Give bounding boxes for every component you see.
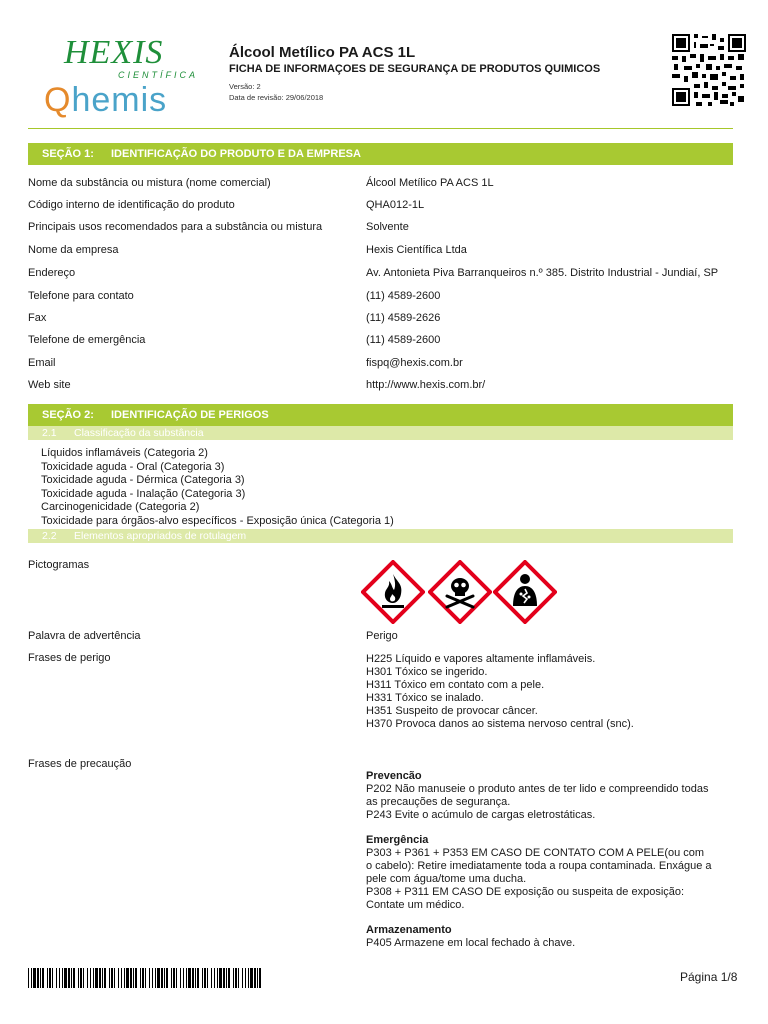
row-label-phone: Telefone para contato <box>28 290 134 302</box>
qr-code-icon <box>672 34 746 106</box>
list-item: Toxicidade aguda - Oral (Categoria 3) <box>41 460 225 473</box>
list-item: H225 Líquido e vapores altamente inflamáveis. <box>366 653 596 665</box>
subsection-2-2-number: 2.2 <box>42 530 57 542</box>
section2-header <box>28 404 733 426</box>
row-value-address: Av. Antonieta Piva Barranqueiros n.º 385. Distrito Industrial - Jundiaí, SP <box>366 267 719 279</box>
row-label-uses: Principais usos recomendados para a substância ou mistura <box>28 221 323 233</box>
list-item: o cabelo): Retire imediatamente toda a roupa contaminada. Enxágue a <box>366 860 712 872</box>
list-item: P308 + P311 EM CASO DE exposição ou suspeita de exposição: <box>366 886 685 898</box>
row-value-fax: (11) 4589-2626 <box>366 312 441 324</box>
subsection-2-1-number: 2.1 <box>42 427 57 439</box>
document-revision-date: Data de revisão: 29/06/2018 <box>229 93 324 102</box>
list-item: P202 Não manuseie o produto antes de ter lido e compreendido todas <box>366 783 709 795</box>
hexis-logo-subtitle: CIENTÍFICA <box>118 70 199 80</box>
flame-icon <box>361 560 425 624</box>
row-value-website[interactable]: http://www.hexis.com.br/ <box>366 379 486 391</box>
qhemis-logo-rest: hemis <box>71 81 168 119</box>
section2-number: SEÇÃO 2: <box>42 409 94 421</box>
row-label-website: Web site <box>28 379 71 391</box>
list-item: Líquidos inflamáveis (Categoria 2) <box>41 447 208 459</box>
signal-word-label: Palavra de advertência <box>28 630 141 642</box>
subsection-2-1-title: Classificação da substância <box>74 427 204 439</box>
pictograms-label: Pictogramas <box>28 559 90 571</box>
header-divider <box>28 128 733 129</box>
list-item: Toxicidade aguda - Dérmica (Categoria 3) <box>41 474 245 486</box>
storage-title: Armazenamento <box>366 924 452 936</box>
emergency-title: Emergência <box>366 834 429 846</box>
list-item: H370 Provoca danos ao sistema nervoso central (snc). <box>366 718 634 730</box>
section1-title: IDENTIFICAÇÃO DO PRODUTO E DA EMPRESA <box>111 148 361 160</box>
precaution-phrases-label: Frases de precaução <box>28 758 132 770</box>
list-item: H301 Tóxico se ingerido. <box>366 666 488 678</box>
row-label-address: Endereço <box>28 267 76 279</box>
row-label-fax: Fax <box>28 312 47 324</box>
hazard-phrases-label: Frases de perigo <box>28 652 111 664</box>
row-value-email[interactable]: fispq@hexis.com.br <box>366 357 463 369</box>
row-label-product-name: Nome da substância ou mistura (nome comercial) <box>28 177 271 189</box>
list-item: P405 Armazene em local fechado à chave. <box>366 937 576 949</box>
row-value-product-name: Álcool Metílico PA ACS 1L <box>366 177 494 189</box>
qhemis-logo <box>44 80 167 120</box>
row-label-emergency-phone: Telefone de emergência <box>28 334 146 346</box>
list-item: as precauções de segurança. <box>366 796 511 808</box>
list-item: H351 Suspeito de provocar câncer. <box>366 705 538 717</box>
section2-title: IDENTIFICAÇÃO DE PERIGOS <box>111 409 269 421</box>
subsection-2-2-title: Elementos apropriados de rotulagem <box>74 530 247 542</box>
section1-header <box>28 143 733 165</box>
list-item: P243 Evite o acúmulo de cargas eletrostáticas. <box>366 809 596 821</box>
precaution-phrases <box>366 770 726 950</box>
list-item: Toxicidade para órgãos-alvo específicos - Exposição única (Categoria 1) <box>41 514 394 527</box>
health-hazard-icon <box>493 560 557 624</box>
page-number: Página 1/8 <box>680 970 738 984</box>
barcode-icon <box>28 968 265 988</box>
list-item: pele com água/tome uma ducha. <box>366 873 527 885</box>
document-version: Versão: 2 <box>229 82 261 91</box>
signal-word-value: Perigo <box>366 630 398 642</box>
list-item: Toxicidade aguda - Inalação (Categoria 3) <box>41 487 246 500</box>
row-label-email: Email <box>28 357 56 369</box>
list-item: P303 + P361 + P353 EM CASO DE CONTATO COM A PELE(ou com <box>366 847 705 859</box>
section1-number-label: SEÇÃO 1: <box>42 148 94 160</box>
classification-list <box>41 447 394 528</box>
list-item: Contate um médico. <box>366 899 465 911</box>
row-value-emergency-phone: (11) 4589-2600 <box>366 334 441 346</box>
row-value-uses: Solvente <box>366 221 409 233</box>
document-title: Álcool Metílico PA ACS 1L <box>229 44 416 61</box>
hazard-phrases-list <box>366 653 726 731</box>
row-value-phone: (11) 4589-2600 <box>366 290 441 302</box>
prevention-title: Prevencão <box>366 770 422 782</box>
row-value-company: Hexis Científica Ltda <box>366 244 467 256</box>
qhemis-logo-q: Q <box>44 81 72 119</box>
row-value-internal-code: QHA012-1L <box>366 199 425 211</box>
row-label-internal-code: Código interno de identificação do produto <box>28 199 235 211</box>
subsection-2-2-header <box>28 529 733 543</box>
document-subtitle: FICHA DE INFORMAÇOES DE SEGURANÇA DE PRODUTOS QUIMICOS <box>229 63 601 75</box>
skull-crossbones-icon <box>428 560 492 624</box>
list-item: H331 Tóxico se inalado. <box>366 692 484 704</box>
hexis-logo: HEXIS <box>64 34 164 71</box>
list-item: H311 Tóxico em contato com a pele. <box>366 679 545 691</box>
subsection-2-1-header <box>28 426 733 440</box>
row-label-company: Nome da empresa <box>28 244 119 256</box>
list-item: Carcinogenicidade (Categoria 2) <box>41 501 200 513</box>
